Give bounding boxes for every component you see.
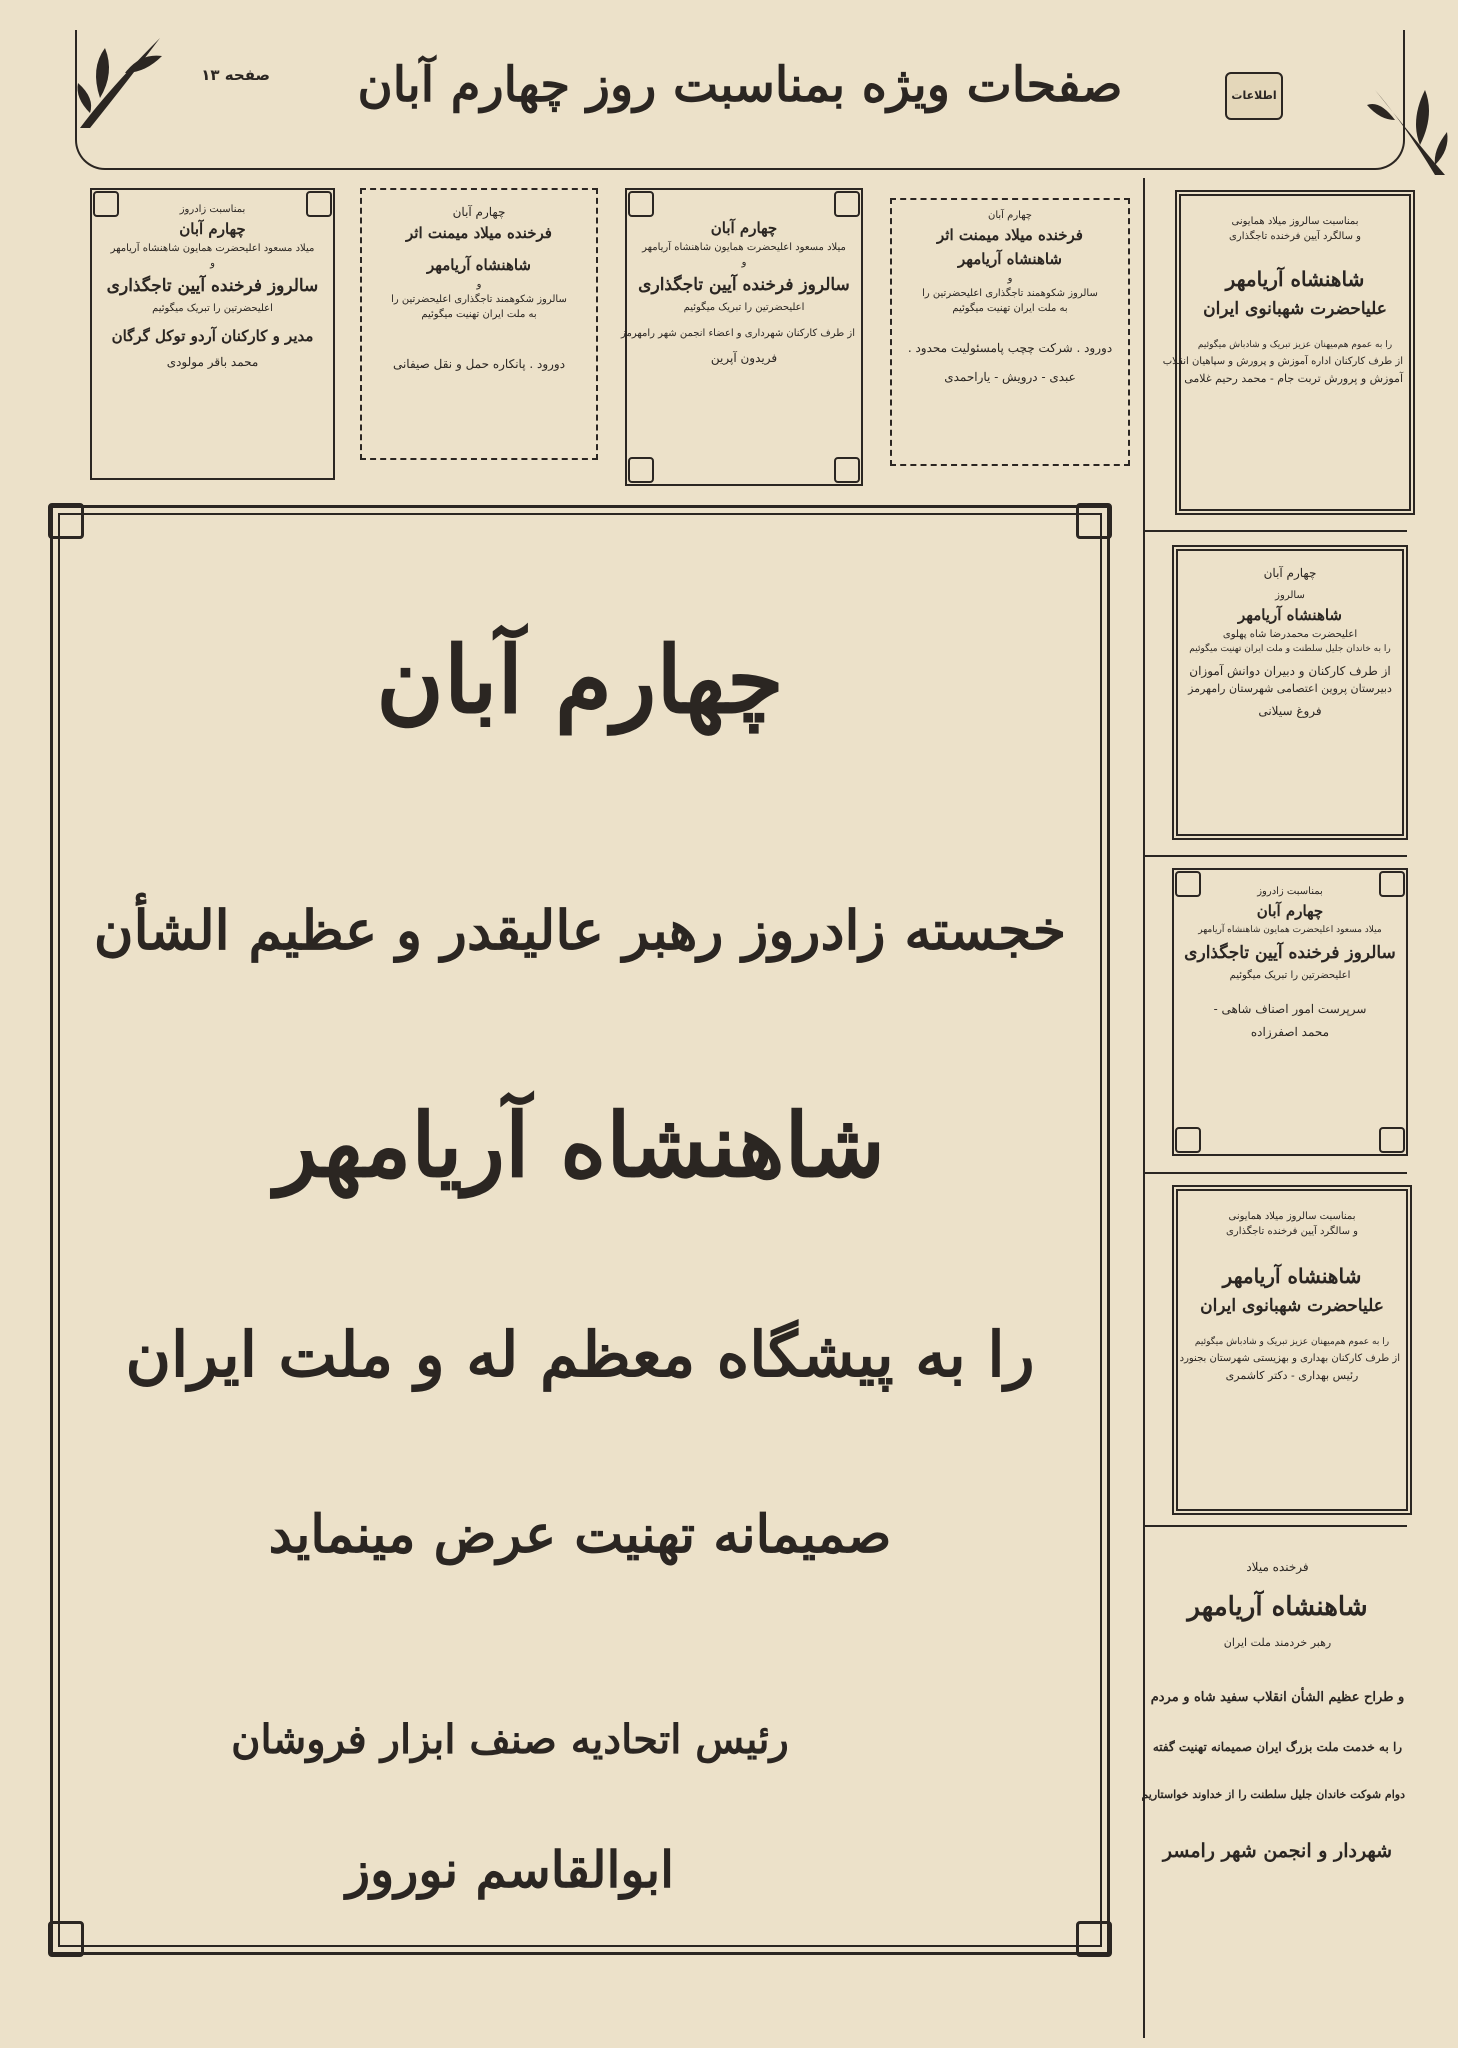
card-line: بمناسبت سالروز میلاد همایونی [1228,1211,1356,1222]
page-number: صفحه ۱۳ [201,66,270,84]
card-line: را به عموم هم‌میهنان عزیز تبریک و شادباش میگوئیم [1194,1337,1390,1347]
greeting-card-top-2 [621,188,863,486]
card-line: سالروز فرخنده آیین تاجگذاری [106,276,319,296]
card-line: سالروز شکوهمند تاجگذاری اعلیحضرتین را [391,294,567,305]
card-line: سالروز شکوهمند تاجگذاری اعلیحضرتین را [922,288,1098,299]
card-line: دبیرستان پروین اعتصامی شهرستان رامهرمز [1188,682,1392,695]
card-corner-ornament [628,191,654,217]
card-line: فروغ سیلانی [1258,704,1322,718]
greeting-card-side-4 [1172,1185,1412,1515]
card-line: را به خدمت ملت بزرگ ایران صمیمانه تهنیت گفته [1152,1740,1403,1754]
card-line: و [476,279,482,290]
greeting-card-top-4 [90,188,335,480]
card-line: میلاد مسعود اعلیحضرت همایون شاهنشاه آریامهر [110,243,315,254]
card-line: و سالگرد آیین فرخنده تاجگذاری [1229,231,1361,242]
card-corner-ornament [306,191,332,217]
card-line: شاهنشاه آریامهر [1187,1592,1368,1622]
card-line: علیاحضرت شهبانوی ایران [1203,299,1387,319]
card-line: اعلیحضرتین را تبریک میگوئیم [1229,970,1351,981]
card-line: رئیس بهداری - دکتر کاشمری [1225,1369,1359,1382]
side-divider [1145,1525,1407,1527]
card-line: شاهنشاه آریامهر [427,256,531,274]
main-ad-line-4: را به پیشگاه معظم له و ملت ایران [125,1318,1035,1391]
card-corner-ornament [1379,1127,1405,1153]
card-line: فریدون آپرین [710,351,778,365]
main-ad-sender-title: رئیس اتحادیه صنف ابزار فروشان [231,1716,789,1763]
card-line: اعلیحضرت محمدرضا شاه پهلوی [1222,629,1358,640]
card-line: سالروز فرخنده آیین تاجگذاری [1184,943,1396,963]
card-line: و طراح عظیم الشأن انقلاب سفید شاه و مردم [1150,1690,1405,1705]
main-ad-line-5: صمیمانه تهنیت عرض مینماید [268,1504,892,1565]
card-line: فرخنده میلاد میمنت اثر [406,224,552,242]
card-line: بمناسبت سالروز میلاد همایونی [1231,216,1359,227]
main-ad-headline: چهارم آبان [376,626,784,734]
card-line: را به عموم هم‌میهنان عزیز تبریک و شادباش میگوئیم [1197,340,1393,350]
card-line: چهارم آبان [710,219,778,237]
card-line: چهارم آبان [1263,566,1317,580]
card-line: علیاحضرت شهبانوی ایران [1200,1296,1384,1316]
card-line: دورود . پانکاره حمل و نقل صیفانی [392,357,566,371]
greeting-card-side-3 [1172,868,1408,1156]
side-divider [1145,1172,1407,1174]
main-ad-corner-ornament [48,503,84,539]
card-line: شاهنشاه آریامهر [1238,606,1342,624]
card-line: دوام شوکت خاندان جلیل سلطنت را از خداوند خواستاریم [1141,1788,1405,1801]
card-line: از طرف کارکنان بهداری و بهزیستی شهرستان بجنورد [1179,1353,1400,1364]
card-line: اعلیحضرتین را تبریک میگوئیم [152,303,273,314]
side-divider [1145,530,1407,532]
card-line: عبدی - درویش - یاراحمدی [944,370,1076,384]
card-line: سالروز [1275,590,1305,601]
greeting-card-side-5 [1141,1540,1405,2030]
card-line: مدیر و کارکنان آردو توکل گرگان [111,327,314,345]
card-line: شاهنشاه آریامهر [1225,267,1365,291]
card-line: رهبر خردمند ملت ایران [1223,1636,1332,1649]
card-line: فرخنده میلاد میمنت اثر [937,226,1083,244]
greeting-card-side-2 [1172,545,1408,840]
right-leaf-ornament-icon [1365,70,1450,180]
card-line: و [210,258,215,269]
card-line: و سالگرد آیین فرخنده تاجگذاری [1226,1226,1358,1237]
card-line: به ملت ایران تهنیت میگوئیم [952,303,1068,314]
card-line: چهارم آبان [452,205,506,219]
column-divider [1143,178,1145,2038]
main-ad-line-2: خجسته زادروز رهبر عالیقدر و عظیم الشأن [93,898,1067,962]
card-line: بمناسبت زادروز [179,204,246,215]
card-line: میلاد مسعود اعلیحضرت همایون شاهنشاه آریامهر [1198,925,1382,935]
card-corner-ornament [628,457,654,483]
card-line: چهارم آبان [1256,902,1324,920]
side-divider [1145,855,1407,857]
card-line: بمناسبت زادروز [1257,886,1323,897]
card-corner-ornament [1175,1127,1201,1153]
main-ad-sender-name: ابوالقاسم نوروز [345,1840,675,1899]
main-ad-corner-ornament [1076,1921,1112,1957]
card-line: آموزش و پرورش تربت جام - محمد رحیم غلامی [1184,372,1403,385]
card-line: چهارم آبان [988,210,1032,221]
card-line: اعلیحضرتین را تبریک میگوئیم [683,302,805,313]
card-line: سرپرست امور اصناف شاهی - [1213,1002,1367,1016]
card-line: شهردار و انجمن شهر رامسر [1162,1840,1393,1862]
page-title: صفحات ویژه بمناسبت روز چهارم آبان [357,57,1123,113]
card-line: سالروز فرخنده آیین تاجگذاری [638,275,850,295]
card-line: محمد اصفرزاده [1250,1025,1330,1039]
greeting-card-side-1 [1162,190,1415,515]
greeting-card-top-1 [890,198,1130,466]
left-leaf-ornament-icon [70,28,170,138]
card-line: شاهنشاه آریامهر [958,250,1062,268]
card-line: چهارم آبان [179,220,246,238]
card-line: دورود . شرکت چچب پامسئولیت محدود . [907,341,1113,355]
newspaper-logo: اطلاعات [1225,72,1283,120]
card-line: به ملت ایران تهنیت میگوئیم [421,309,537,320]
card-corner-ornament [1175,871,1201,897]
main-ad-corner-ornament [1076,503,1112,539]
greeting-card-top-3 [360,188,598,460]
card-corner-ornament [834,191,860,217]
card-corner-ornament [1379,871,1405,897]
card-line: فرخنده میلاد [1246,1560,1309,1574]
card-line: از طرف کارکنان اداره آموزش و پرورش و سپاهیان انقلاب [1162,356,1403,367]
main-ad-corner-ornament [48,1921,84,1957]
card-line: از طرف کارکنان و دبیران دوانش آموزان [1189,664,1391,678]
card-line: و [1007,273,1013,284]
card-line: محمد باقر مولودی [166,355,259,369]
card-line: میلاد مسعود اعلیحضرت همایون شاهنشاه آریامهر [642,242,846,253]
card-line: را به خاندان جلیل سلطنت و ملت ایران تهنیت میگوئیم [1189,644,1391,654]
card-line: شاهنشاه آریامهر [1222,1264,1362,1288]
card-line: از طرف کارکنان شهرداری و اعضاء انجمن شهر رامهرمز [621,328,855,339]
card-corner-ornament [93,191,119,217]
card-line: و [741,257,747,268]
card-corner-ornament [834,457,860,483]
main-ad-shah-name: شاهنشاه آریامهر [274,1093,886,1197]
